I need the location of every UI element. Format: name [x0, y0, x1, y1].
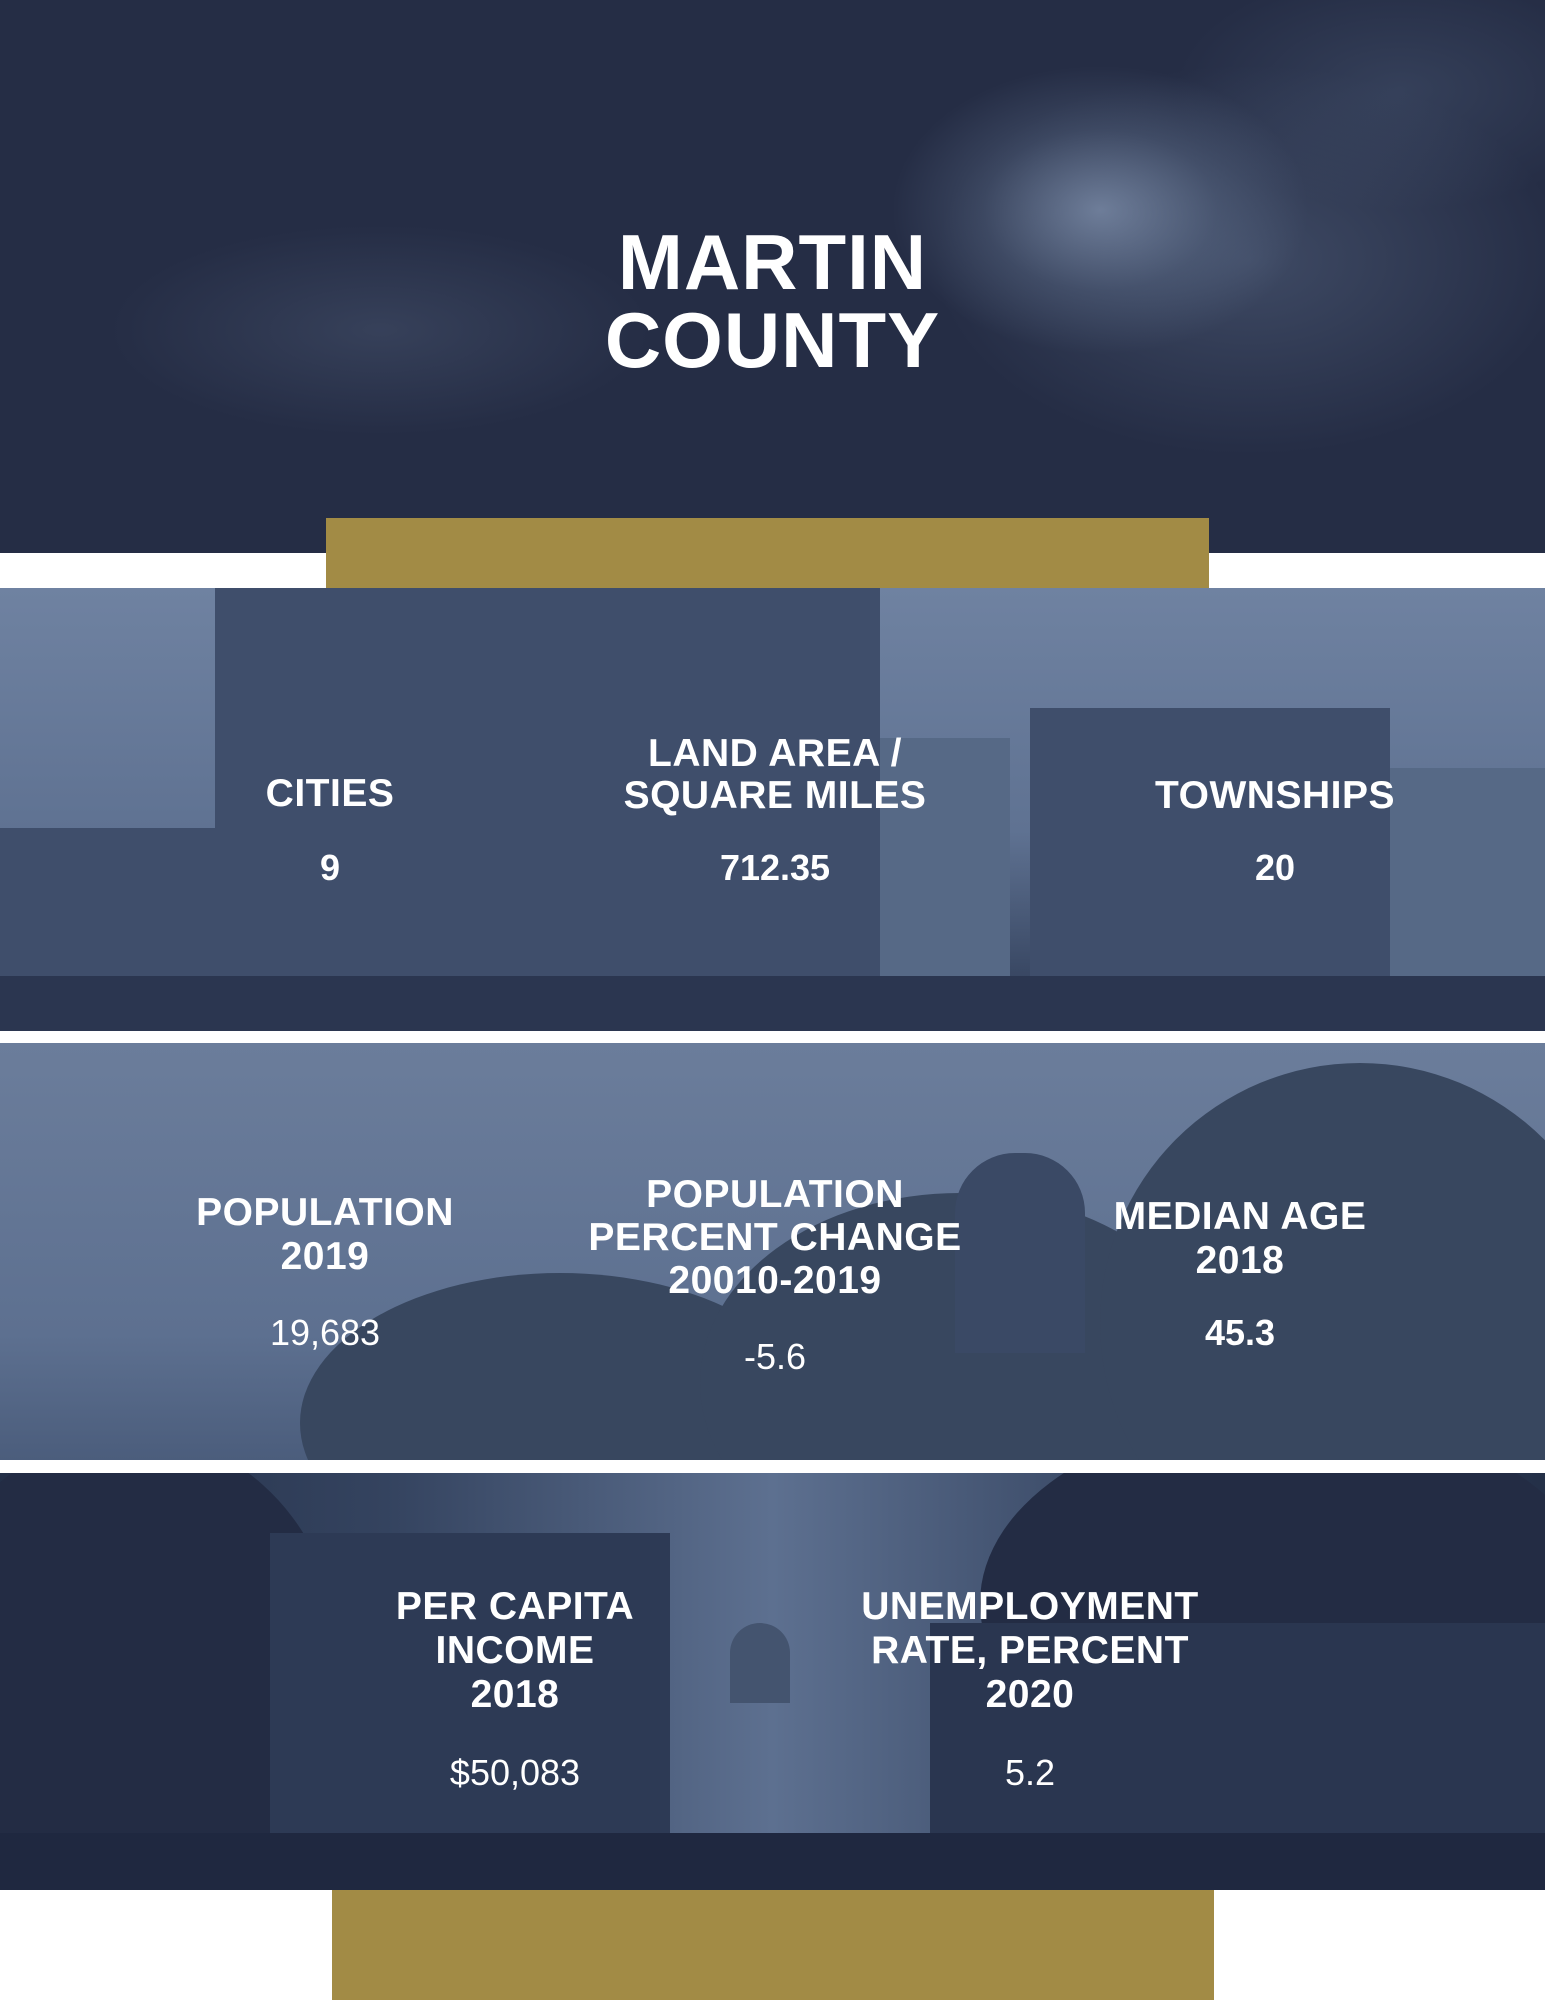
income-label-line2: INCOME: [435, 1629, 595, 1672]
land-area-label-line1: LAND AREA /: [648, 732, 902, 775]
land-area-label-line2: SQUARE MILES: [623, 774, 927, 817]
unemployment-label-line2: RATE, PERCENT: [871, 1629, 1189, 1672]
pop-change-label-line2: PERCENT CHANGE: [588, 1216, 962, 1259]
stats-row-geography: [0, 588, 1545, 1031]
hero-banner: [0, 0, 1545, 553]
pop-change-label-line1: POPULATION: [646, 1173, 904, 1216]
unemployment-value: 5.2: [1004, 1752, 1056, 1793]
pop-change-value: -5.6: [743, 1336, 807, 1377]
county-title-line2: COUNTY: [604, 296, 941, 384]
stats-row-population: [0, 1043, 1545, 1460]
population-label-line1: POPULATION: [196, 1191, 454, 1234]
income-label-line1: PER CAPITA: [395, 1585, 635, 1628]
gold-accent-bar-top: [326, 518, 1209, 588]
street: [0, 976, 1545, 1031]
county-title-line1: MARTIN: [617, 218, 928, 306]
townships-label: TOWNSHIPS: [1155, 774, 1395, 817]
population-value: 19,683: [269, 1312, 381, 1353]
median-age-value: 45.3: [1204, 1312, 1276, 1353]
population-label-line2: 2019: [280, 1235, 370, 1278]
courthouse-dome: [730, 1623, 790, 1703]
building-illustration: [0, 828, 215, 978]
pop-change-label-line3: 20010-2019: [668, 1259, 882, 1302]
townships-value: 20: [1254, 847, 1296, 888]
gold-accent-bar-bottom: [332, 1890, 1214, 2000]
cities-label: CITIES: [265, 772, 395, 815]
unemployment-label-line1: UNEMPLOYMENT: [861, 1585, 1199, 1628]
income-label-line3: 2018: [470, 1673, 560, 1716]
cities-value: 9: [319, 847, 341, 888]
stats-row-economy: [0, 1473, 1545, 1890]
unemployment-label-line3: 2020: [985, 1673, 1075, 1716]
land-area-value: 712.35: [719, 847, 831, 888]
median-age-label-line2: 2018: [1195, 1239, 1285, 1282]
median-age-label-line1: MEDIAN AGE: [1113, 1195, 1367, 1238]
street: [0, 1833, 1545, 1890]
income-value: $50,083: [449, 1752, 581, 1793]
building-illustration: [1030, 708, 1390, 983]
